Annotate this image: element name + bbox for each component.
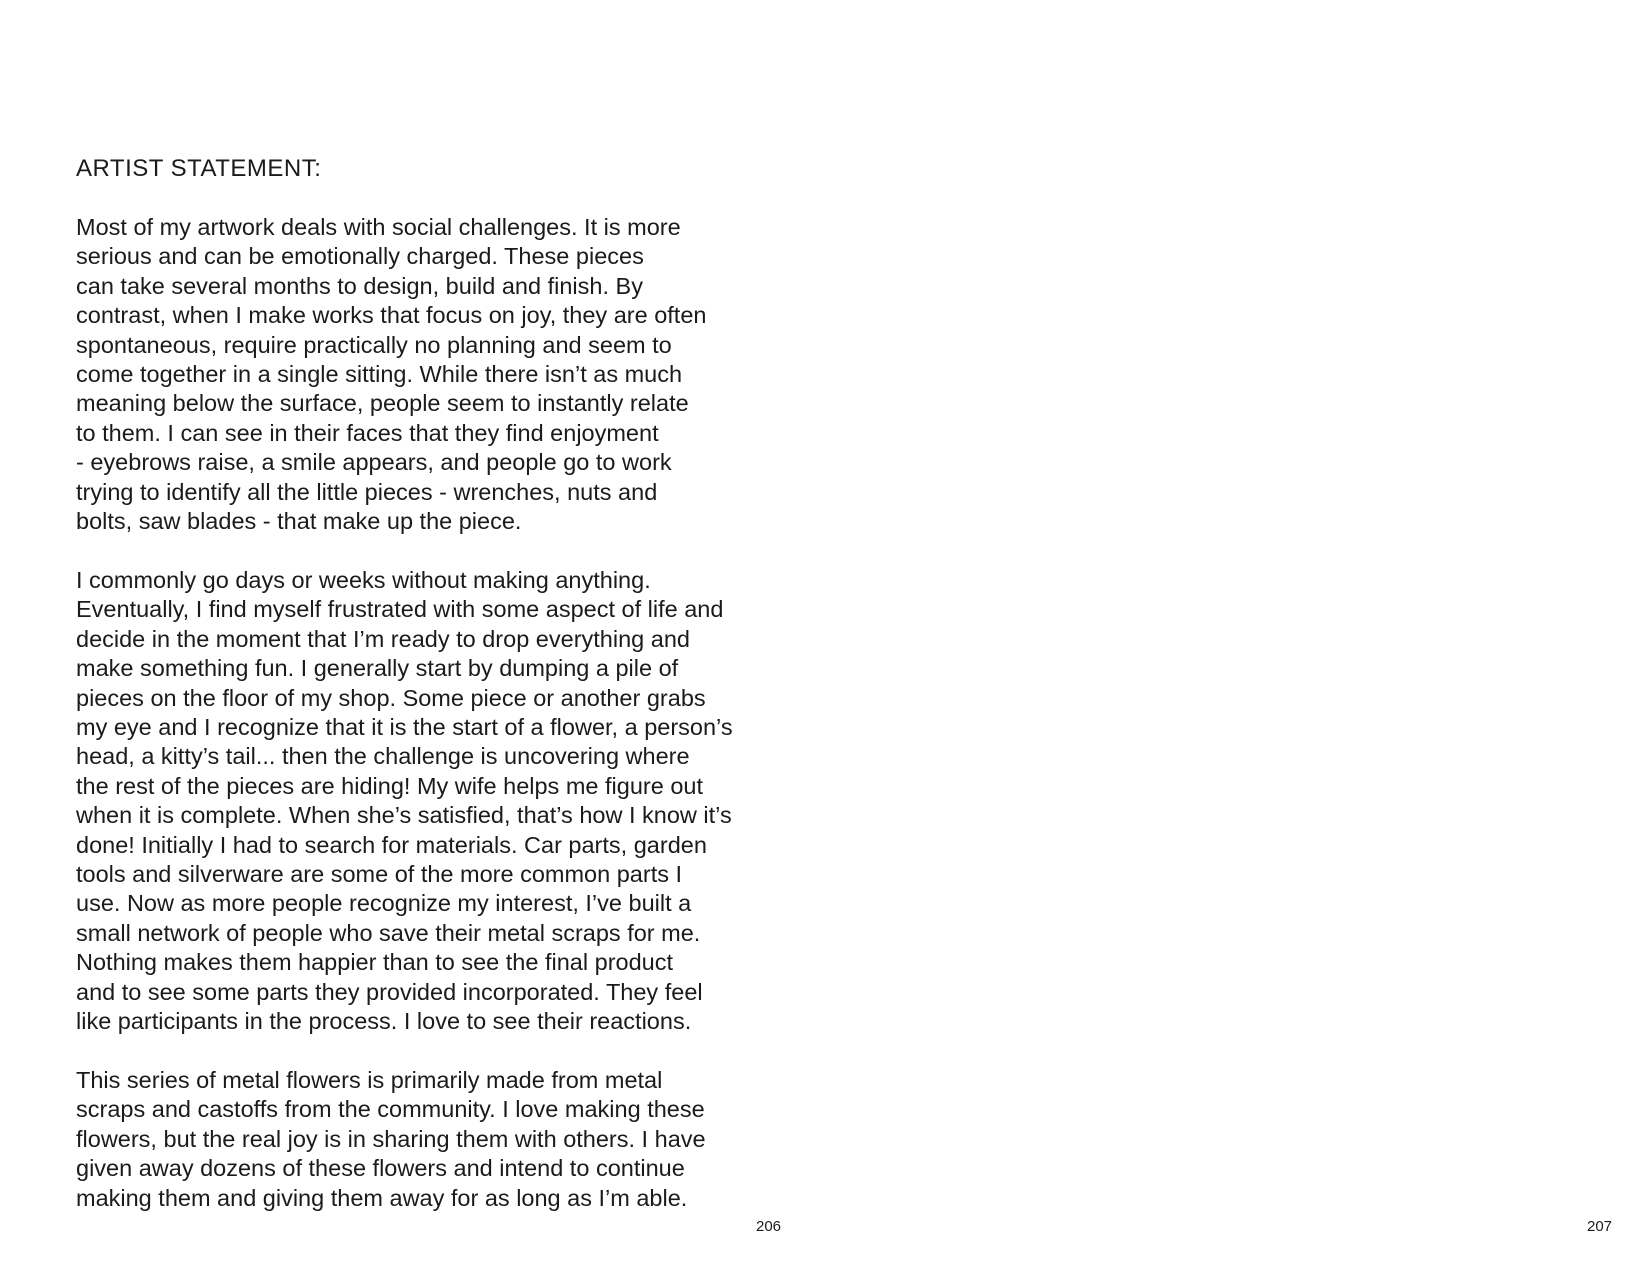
text-line: the rest of the pieces are hiding! My wife helps me figure out — [76, 772, 703, 799]
text-line: decide in the moment that I’m ready to drop everything and — [76, 625, 690, 652]
text-line: meaning below the surface, people seem to instantly relate — [76, 390, 689, 417]
text-line: Nothing makes them happier than to see the final product — [76, 949, 674, 976]
section-heading: ARTIST STATEMENT: — [76, 155, 322, 182]
text-line: my eye and I recognize that it is the start of a flower, a person’s — [76, 714, 733, 741]
right-page — [825, 0, 1650, 1275]
text-line: head, a kitty’s tail... then the challenge is uncovering where — [76, 743, 690, 770]
page-number-left: 206 — [756, 1218, 782, 1235]
text-line: making them and giving them away for as long as I’m able. — [76, 1184, 688, 1211]
text-line: contrast, when I make works that focus on joy, they are often — [76, 302, 707, 329]
page-number-right: 207 — [1587, 1218, 1613, 1235]
text-line: bolts, saw blades - that make up the piece. — [76, 508, 522, 535]
paragraph-3 — [76, 1066, 776, 1213]
text-line: come together in a single sitting. While there isn’t as much — [76, 361, 683, 388]
text-line: I commonly go days or weeks without making anything. — [76, 567, 651, 593]
text-line: given away dozens of these flowers and intend to continue — [76, 1155, 685, 1182]
text-line: can take several months to design, build and finish. By — [76, 272, 643, 299]
text-line: when it is complete. When she’s satisfied, that’s how I know it’s — [76, 802, 732, 829]
text-line: spontaneous, require practically no planning and seem to — [76, 331, 672, 358]
text-line: This series of metal flowers is primarily made from metal — [76, 1067, 663, 1093]
text-line: done! Initially I had to search for materials. Car parts, garden — [76, 831, 707, 858]
text-line: make something fun. I generally start by dumping a pile of — [76, 655, 679, 682]
text-line: and to see some parts they provided incorporated. They feel — [76, 978, 703, 1005]
text-line: use. Now as more people recognize my interest, I’ve built a — [76, 890, 692, 917]
text-line: Eventually, I find myself frustrated with some aspect of life and — [76, 596, 724, 623]
text-line: like participants in the process. I love to see their reactions. — [76, 1008, 692, 1035]
text-line: to them. I can see in their faces that they find enjoyment — [76, 419, 659, 446]
text-line: small network of people who save their metal scraps for me. — [76, 919, 701, 946]
paragraph-2 — [76, 566, 776, 1037]
text-line: trying to identify all the little pieces - wrenches, nuts and — [76, 478, 658, 505]
text-line: - eyebrows raise, a smile appears, and people go to work — [76, 449, 672, 476]
text-line: pieces on the floor of my shop. Some piece or another grabs — [76, 684, 706, 711]
text-line: scraps and castoffs from the community. I love making these — [76, 1096, 705, 1123]
text-line: Most of my artwork deals with social challenges. It is more — [76, 214, 681, 240]
text-line: flowers, but the real joy is in sharing them with others. I have — [76, 1125, 706, 1152]
text-line: tools and silverware are some of the more common parts I — [76, 861, 683, 888]
text-line: serious and can be emotionally charged. These pieces — [76, 243, 644, 270]
paragraph-1 — [76, 213, 776, 536]
